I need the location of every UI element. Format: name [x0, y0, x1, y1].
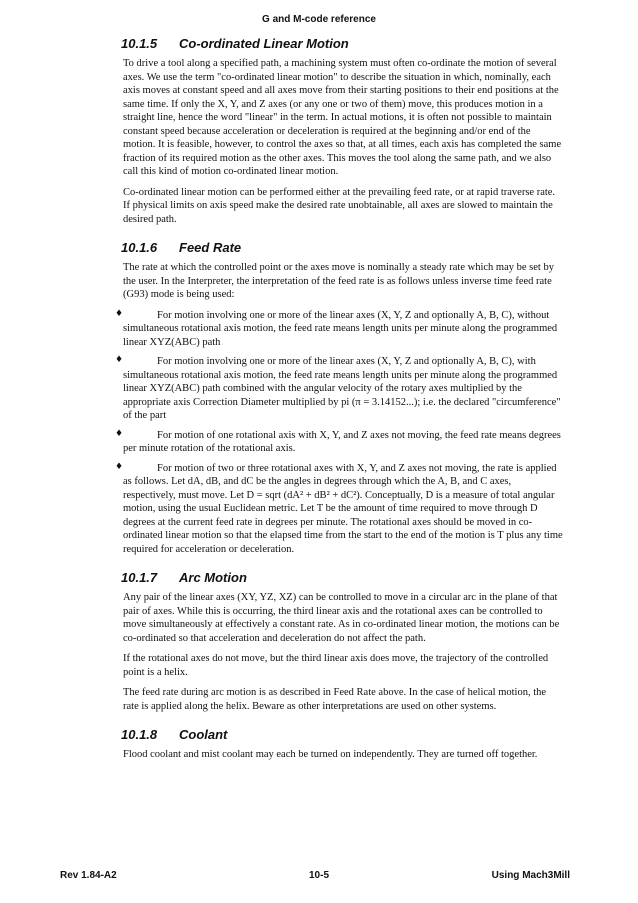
paragraph: Co-ordinated linear motion can be performed either at the prevailing feed rate, or at rapid traverse rate. If physical limits on axis speed make the desired rate unobtainable, all axes are slowed to maintain the desired path. — [123, 186, 556, 225]
bullet-item — [115, 308, 563, 350]
section-heading — [121, 36, 563, 52]
diamond-bullet-icon: ♦ — [115, 461, 124, 472]
diamond-bullet-icon: ♦ — [115, 355, 124, 365]
section-feed-rate — [115, 240, 563, 556]
section-arc-motion — [123, 570, 563, 713]
page-content — [115, 36, 563, 776]
section-number: 10.1.5 — [121, 36, 158, 51]
section-heading — [121, 727, 563, 743]
bullet-item — [115, 461, 563, 557]
section-number: 10.1.6 — [121, 240, 158, 255]
paragraph: The feed rate during arc motion is as described in Feed Rate above. In the case of helical motion, the rate is applied along the helix. Beware as other interpretations are used on other systems. — [123, 687, 547, 712]
bullet-item — [115, 428, 563, 456]
section-title: Coolant — [179, 727, 228, 742]
bullet-text: For motion involving one or more of the linear axes (X, Y, Z and optionally A, B, C), with simultaneous rotational axis motion, the feed rate means length units per minute along the programmed linear XYZ(ABC) path combined with the angular velocity of the rotary axes multiplied by the appropriate axis Correction Diameter multiplied by pi (π = 3.14152...); i.e. the declared "circumference" of the part — [123, 356, 561, 421]
diamond-bullet-icon: ♦ — [115, 428, 124, 439]
section-title: Arc Motion — [179, 570, 247, 585]
footer-revision: Rev 1.84-A2 — [60, 870, 117, 881]
section-title: Feed Rate — [179, 240, 242, 255]
paragraph: Flood coolant and mist coolant may each be turned on independently. They are turned off together. — [123, 749, 538, 760]
footer-page-number: 10-5 — [308, 870, 329, 881]
bullet-item — [115, 355, 563, 423]
bullet-text: For motion of one rotational axis with X, Y, and Z axes not moving, the feed rate means degrees per minute rotation of the rotational axis. — [123, 429, 561, 454]
diamond-bullet-icon: ♦ — [115, 308, 124, 319]
bullet-text: For motion of two or three rotational axes with X, Y, and Z axes not moving, the rate is applied as follows. Let dA, dB, and dC be the angles in degrees through which the A, B, and C axes, respectively, must move. Let D = sqrt (dA² + dB² + dC²). Conceptually, D is a measure of total angular motion, using the usual Euclidean metric. Let T be the amount of time required to move through D degrees at the current feed rate in degrees per minute. The rotational axes should be moved in co-ordinated linear motion so that the elapsed time from the start to the end of the motion is T plus any time required for acceleration or deceleration. — [123, 462, 563, 555]
section-title: Co-ordinated Linear Motion — [179, 36, 349, 51]
page-header: G and M-code reference — [262, 14, 376, 25]
section-number: 10.1.7 — [121, 570, 158, 585]
section-coordinated-linear-motion — [123, 36, 563, 226]
section-coolant — [123, 727, 563, 762]
section-heading — [121, 570, 563, 586]
paragraph: If the rotational axes do not move, but the third linear axis does move, the trajectory of the controlled point is a helix. — [123, 653, 549, 678]
paragraph: Any pair of the linear axes (XY, YZ, XZ) can be controlled to move in a circular arc in the plane of that pair of axes. While this is occurring, the third linear axis and the rotational axes can be controlled to move simultaneously at effectively a constant rate. As in co-ordinated linear motion, the motions can be co-ordinated so that acceleration and deceleration do not affect the path. — [123, 592, 560, 644]
section-heading — [121, 240, 563, 256]
paragraph: The rate at which the controlled point or the axes move is nominally a steady rate which may be set by the user. In the Interpreter, the interpretation of the feed rate is as follows unless inverse time feed rate (G93) mode is being used: — [123, 262, 554, 300]
section-number: 10.1.8 — [121, 727, 158, 742]
footer-product: Using Mach3Mill — [491, 870, 570, 881]
bullet-text: For motion involving one or more of the linear axes (X, Y, Z and optionally A, B, C), without simultaneous rotational axis motion, the feed rate means length units per minute along the programmed linear XYZ(ABC) path — [123, 309, 558, 348]
paragraph: To drive a tool along a specified path, a machining system must often co-ordinate the motion of several axes. We use the term "co-ordinated linear motion" to describe the situation in which, nominally, each axis moves at constant speed and all axes move from their starting positions to their end positions at the same time. If only the X, Y, and Z axes (or any one or two of them) move, this produces motion in a straight line, hence the word "linear" in the term. In actual motions, it is often not possible to maintain constant speed because acceleration or deceleration is required at the beginning and/or end of the motion. It is feasible, however, to control the axes so that, at all times, each axis has completed the same fraction of its required motion as the other axes. This moves the tool along the same path, and we also call this kind of motion co-ordinated linear motion. — [123, 58, 562, 177]
